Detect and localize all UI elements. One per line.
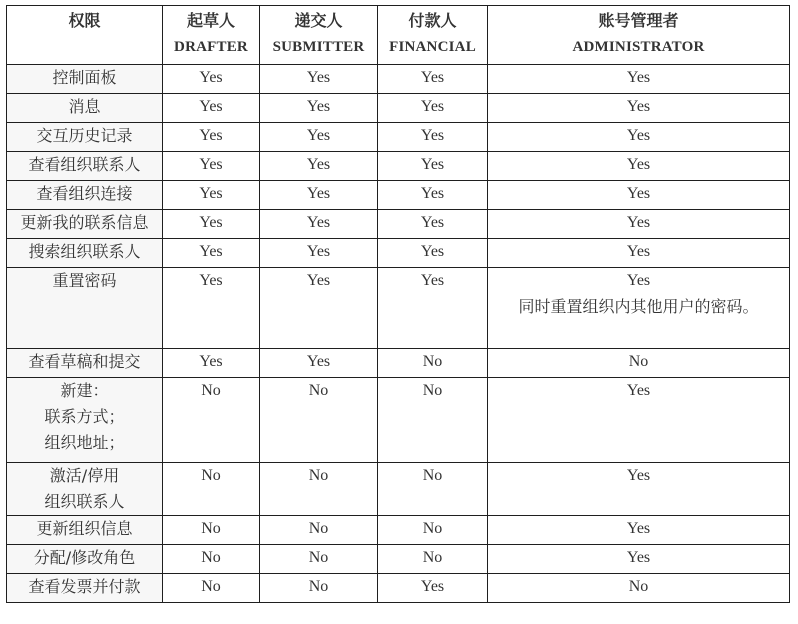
table-row: [7, 123, 790, 152]
admin-value: [488, 268, 790, 349]
permission-name: [7, 210, 163, 239]
submitter-value: Yes: [260, 65, 378, 94]
admin-value: Yes: [488, 65, 790, 94]
table-body: [7, 65, 790, 603]
submitter-value: No: [260, 463, 378, 516]
admin-value: Yes: [488, 463, 790, 516]
drafter-value: Yes: [163, 239, 260, 268]
table-row: [7, 516, 790, 545]
financial-value: Yes: [378, 268, 488, 349]
financial-value: Yes: [378, 210, 488, 239]
table-row: [7, 463, 790, 516]
table-header: [7, 6, 790, 65]
permission-name: [7, 94, 163, 123]
permission-name-line: 新建：: [60, 381, 109, 400]
financial-value: Yes: [378, 94, 488, 123]
permission-name-line: 查看组织联系人: [28, 155, 141, 174]
header-permission: [7, 6, 163, 65]
financial-value: No: [378, 516, 488, 545]
header-financial-cn: 付款人: [408, 11, 457, 30]
admin-value-note: 同时重置组织内其他用户的密码。: [518, 297, 759, 316]
submitter-value: Yes: [260, 349, 378, 378]
header-submitter-cn: 递交人: [294, 11, 343, 30]
permission-name-line: 组织联系人: [44, 492, 125, 511]
permission-name-line: 联系方式；: [44, 407, 125, 426]
admin-value: Yes: [488, 210, 790, 239]
table-row: [7, 94, 790, 123]
table-row: [7, 239, 790, 268]
permission-name: [7, 152, 163, 181]
table-row: [7, 545, 790, 574]
table-row: [7, 152, 790, 181]
submitter-value: Yes: [260, 123, 378, 152]
drafter-value: Yes: [163, 94, 260, 123]
financial-value: Yes: [378, 574, 488, 603]
permission-name: [7, 268, 163, 349]
permission-name: [7, 65, 163, 94]
financial-value: Yes: [378, 239, 488, 268]
permission-name-line: 消息: [68, 97, 101, 116]
permission-name: [7, 516, 163, 545]
permission-name-line: 控制面板: [52, 68, 117, 87]
admin-value: Yes: [488, 152, 790, 181]
table-row: [7, 574, 790, 603]
permission-name-line: 更新组织信息: [36, 519, 133, 538]
drafter-value: Yes: [163, 210, 260, 239]
table-row: [7, 65, 790, 94]
permission-name-line: 重置密码: [52, 271, 117, 290]
submitter-value: No: [260, 545, 378, 574]
financial-value: No: [378, 463, 488, 516]
permission-name-line: 分配/修改角色: [33, 548, 136, 567]
permission-name: [7, 378, 163, 463]
header-financial: [378, 6, 488, 65]
permission-name: [7, 463, 163, 516]
submitter-value: Yes: [260, 181, 378, 210]
header-submitter: [260, 6, 378, 65]
financial-value: Yes: [378, 152, 488, 181]
permission-name: [7, 574, 163, 603]
header-drafter-cn: 起草人: [186, 11, 235, 30]
permission-name-line: 查看组织连接: [36, 184, 133, 203]
permission-name: [7, 181, 163, 210]
drafter-value: Yes: [163, 181, 260, 210]
permission-name-line: 交互历史记录: [36, 126, 133, 145]
header-admin-en: ADMINISTRATOR: [572, 39, 705, 55]
admin-value: Yes: [488, 239, 790, 268]
submitter-value: Yes: [260, 152, 378, 181]
financial-value: No: [378, 378, 488, 463]
header-drafter: [163, 6, 260, 65]
permission-name: [7, 349, 163, 378]
financial-value: No: [378, 349, 488, 378]
header-administrator: [488, 6, 790, 65]
table-row: [7, 210, 790, 239]
admin-value: Yes: [488, 378, 790, 463]
admin-value: Yes: [488, 181, 790, 210]
financial-value: Yes: [378, 123, 488, 152]
permission-name-line: 更新我的联系信息: [20, 213, 149, 232]
drafter-value: No: [163, 545, 260, 574]
permissions-table: [6, 5, 790, 603]
submitter-value: Yes: [260, 239, 378, 268]
submitter-value: Yes: [260, 94, 378, 123]
drafter-value: No: [163, 516, 260, 545]
permission-name: [7, 123, 163, 152]
permission-name: [7, 545, 163, 574]
permission-name-line: 搜索组织联系人: [28, 242, 141, 261]
submitter-value: Yes: [260, 210, 378, 239]
header-submitter-en: SUBMITTER: [272, 39, 365, 55]
financial-value: No: [378, 545, 488, 574]
permission-name-line: 查看发票并付款: [28, 577, 141, 596]
admin-value: Yes: [488, 123, 790, 152]
drafter-value: Yes: [163, 268, 260, 349]
submitter-value: No: [260, 378, 378, 463]
financial-value: Yes: [378, 65, 488, 94]
drafter-value: No: [163, 378, 260, 463]
header-permission-label: 权限: [68, 11, 101, 30]
submitter-value: No: [260, 574, 378, 603]
admin-value: No: [488, 349, 790, 378]
admin-value: Yes: [488, 516, 790, 545]
drafter-value: Yes: [163, 123, 260, 152]
permission-name-line: 组织地址；: [44, 433, 125, 452]
header-drafter-en: DRAFTER: [174, 39, 248, 55]
financial-value: Yes: [378, 181, 488, 210]
drafter-value: No: [163, 574, 260, 603]
table-row: [7, 349, 790, 378]
permission-name-line: 激活/停用: [49, 466, 120, 485]
drafter-value: Yes: [163, 152, 260, 181]
table-row: [7, 268, 790, 349]
admin-value: Yes: [488, 94, 790, 123]
drafter-value: Yes: [163, 65, 260, 94]
permission-name-line: 查看草稿和提交: [28, 352, 141, 371]
table-row: [7, 181, 790, 210]
header-row: [7, 6, 790, 65]
header-admin-cn: 账号管理者: [598, 11, 679, 30]
admin-value: No: [488, 574, 790, 603]
submitter-value: Yes: [260, 268, 378, 349]
permission-name: [7, 239, 163, 268]
drafter-value: Yes: [163, 349, 260, 378]
submitter-value: No: [260, 516, 378, 545]
drafter-value: No: [163, 463, 260, 516]
header-financial-en: FINANCIAL: [389, 39, 476, 55]
admin-value: Yes: [488, 545, 790, 574]
admin-value-text: Yes: [626, 272, 651, 289]
table-row: [7, 378, 790, 463]
